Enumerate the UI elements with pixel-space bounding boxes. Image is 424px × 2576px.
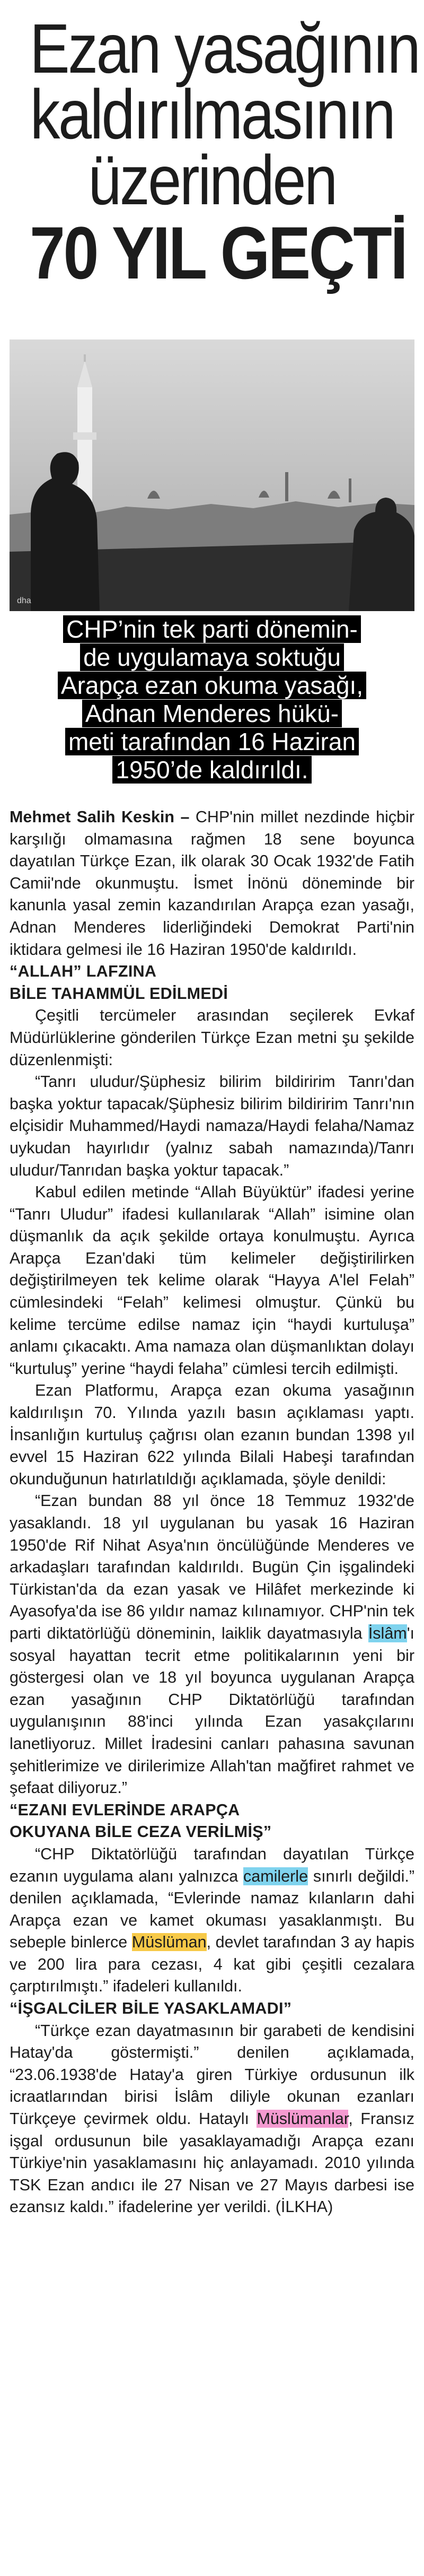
paragraph-text: “Ezan bundan 88 yıl önce 18 Temmuz 1932'de yasaklandı. 18 yıl uygulanan bu yasak 16 Haziran 1950'de Rif Nihat Asya'nın öncülüğünde Menderes ve arkadaşları tarafından kaldırıldı. Bugün Çin işgalindeki Türkistan'da da ezan yasak ve Hilâfet merkezinde ki Ayasofya'da ise 86 yıldır namaz kılınamıyor. CHP'nin tek parti diktatörlüğü döneminin, laiklik dayatmasıyla <box>10 1492 414 1642</box>
photo-credit: dha <box>17 596 31 605</box>
subheading-1 <box>10 961 414 1005</box>
byline: Mehmet Salih Keskin – <box>10 808 190 826</box>
subheading-2 <box>10 1799 414 1843</box>
subheading-2-line-1: “EZANI EVLERİNDE ARAPÇA <box>10 1800 240 1819</box>
paragraph-text: sınırlı değildi.” denilen açıklamada, “Evlerinde namaz kılanların dahi Arapça ezan ve kamet okuması yasaklanmıştı. Bu sebeple binlerce <box>10 1867 415 1952</box>
spot-line-5: meti tarafından 16 Haziran <box>65 728 359 755</box>
paragraph-text: , Fransız işgal ordusunun bile yasaklayamadığı Arapça ezanı Türkiye'nin yasaklamasını hiç anlayamadı. 2010 yılında TSK Ezan andıcı ile 27 Nisan ve 27 Mayıs darbesi ise ezansız kaldı.” ifadelerine yer verildi. (İLKHA) <box>10 2110 414 2216</box>
subheading-1-line-1: “ALLAH” LAFZINA <box>10 962 157 981</box>
article-paragraph: Çeşitli tercümeler arasından seçilerek Evkaf Müdürlüklerine gönderilen Türkçe Ezan metni şu şekilde düzenlenmişti: <box>10 1006 414 1069</box>
article-paragraph: Kabul edilen metinde “Allah Büyüktür” ifadesi yerine “Tanrı Uludur” ifadesi kullanılarak “Allah” isimine olan düşmanlık da açık şekilde ortaya konulmuştu. Ayrıca Arapça Ezan'daki tüm kelimeler değiştirilirken değiştirilmeyen tek kelime olarak “Hayya A'lel Felah” cümlesindeki “Felah” kelimesi olmuştur. Çünkü bu kelime tercüme edilse namaz için “haydi kurtuluşa” anlamı çıkacaktı. Ama namaza olan düşmanlıktan dolayı “kurtuluş” yerine “haydi felaha” cümlesi tercih edilmişti. <box>10 1183 414 1378</box>
spot-line-6: 1950’de kaldırıldı. <box>112 756 311 784</box>
subheading-3 <box>10 1998 414 2020</box>
headline <box>30 10 419 294</box>
photo-illustration <box>10 340 414 611</box>
paragraph-text: , devlet tarafından 3 ay hapis ve 200 lira para cezası, 4 kat gibi çeşitli cezalara çarptırılmıştı.” ifadeleri kullanıldı. <box>10 1933 414 1996</box>
subheading-2-line-2: OKUYANA BİLE CEZA VERİLMİŞ” <box>10 1823 272 1841</box>
highlighted-word: camilerle <box>243 1867 308 1885</box>
article-paragraph <box>10 1843 414 1998</box>
article-paragraph <box>10 2020 414 2218</box>
paragraph-text: 'ı sosyal hayattan tecrit etme politikalarının yeni bir göstergesi olan ve 18 yıl boyunca uygulanan Arapça ezan yasağının CHP Diktatörlüğü tarafından uygulanışının 88'inci yılında Ezan yasakçılarını lanetliyoruz. Millet İradesini canları pahasına savunan şehitlerimize ve dirilerimize Allah'tan mağfiret rahmet ve şefaat diliyoruz.” <box>10 1624 414 1797</box>
highlighted-word: Müslüman <box>131 1933 207 1952</box>
article-paragraph: Ezan Platformu, Arapça ezan okuma yasağının kaldırılışın 70. Yılında yazılı basın açıklaması yaptı. İnsanlığın kurtuluş çağrısı olan ezanın bundan 1398 yıl evvel 15 Haziran 622 yılında Bilali Habeşi tarafından okunduğunun hatırlatıldığı açıklamada, şöyle denildi: <box>10 1381 414 1488</box>
paragraph-text: “Türkçe ezan dayatmasının bir garabeti de kendisini Hatay'da göstermişti.” denilen açıklamada, “23.06.1938'de Hatay'a giren Türkiye ordusunun ilk icraatlarından birisi İslâm diliyle okunan ezanları Türkçeye çevirmek oldu. Hataylı <box>10 2021 414 2128</box>
subheading-3-line-1: “İŞGALCİLER BİLE YASAKLAMADI” <box>10 1999 292 2018</box>
article-body <box>10 806 414 2218</box>
highlighted-word: Müslümanlar <box>257 2110 349 2128</box>
headline-line-2: kaldırılmasının <box>30 75 394 153</box>
paragraph-text: CHP'nin millet nezdinde hiçbir karşılığı olmamasına rağmen 18 sene boyunca dayatılan Türkçe Ezan, ilk olarak 30 Ocak 1932'de Fatih Camii'nde okunmuştu. İsmet İnönü döneminde bir kanunla yasal zemin kazandırılan Arapça ezan yasağı, Adnan Menderes liderliğindeki Demokrat Parti'nin iktidara gelmesi ile 16 Haziran 1950'de kaldırıldı. <box>10 808 414 959</box>
news-photo <box>10 340 414 611</box>
article-paragraph <box>10 806 414 961</box>
spot-line-2: de uygulamaya soktuğu <box>80 643 344 671</box>
spot-line-3: Arapça ezan okuma yasağı, <box>58 672 366 699</box>
spot-line-1: CHP’nin tek parti dönemin- <box>63 615 361 643</box>
spot-text <box>48 615 376 784</box>
headline-line-3: üzerinden <box>88 141 336 219</box>
headline-line-4: 70 YIL GEÇTİ <box>30 211 407 294</box>
article-quote <box>10 1490 414 1799</box>
paragraph-text: “CHP Diktatörlüğü tarafından dayatılan Türkçe ezanın uygulama alanı yalnızca <box>10 1844 414 1885</box>
subheading-1-line-2: BİLE TAHAMMÜL EDİLMEDİ <box>10 984 228 1003</box>
spot-line-4: Adnan Menderes hükü- <box>82 700 342 727</box>
headline-line-1: Ezan yasağının <box>30 10 419 88</box>
highlighted-word: İslâm <box>368 1624 407 1642</box>
article-quote: “Tanrı uludur/Şüphesiz bilirim bildiririm Tanrı'dan başka yoktur tapacak/Şüphesiz bilirim bildiririm Tanrı'nın elçisidir Muhammed/Haydi namaza/Haydi felaha/Namaz uykudan hayırlıdır (yalnız sabah namazında)/Tanrı uludur/Tanrıdan başka yoktur tapacak.” <box>10 1073 414 1179</box>
